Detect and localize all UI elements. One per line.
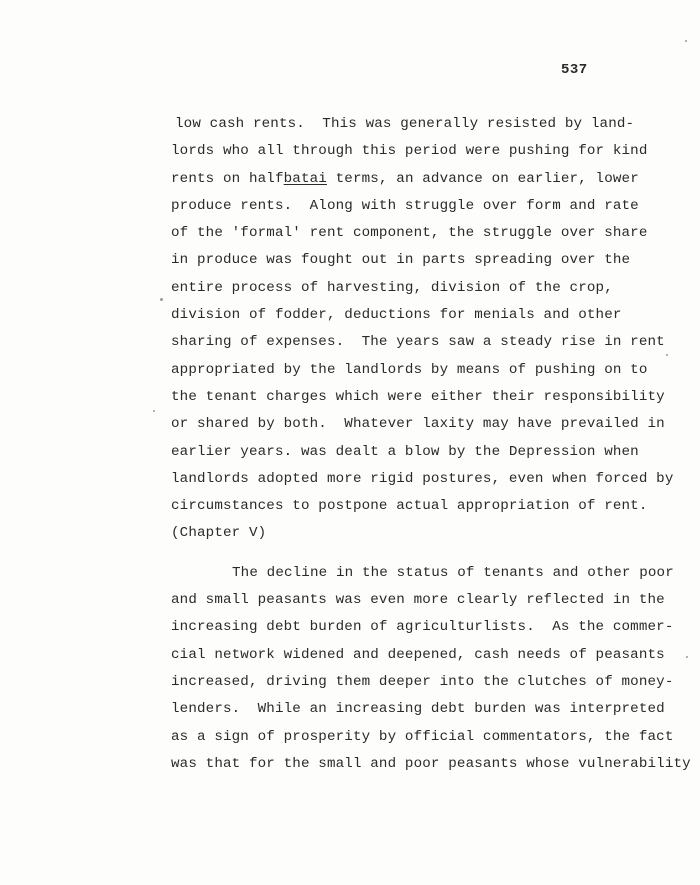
paragraph-1 bbox=[171, 111, 676, 548]
text-line: of the 'formal' rent component, the struggle over share bbox=[171, 225, 648, 242]
text-line: cial network widened and deepened, cash needs of peasants bbox=[171, 646, 665, 663]
text-line: and small peasants was even more clearly reflected in the bbox=[171, 592, 665, 609]
text-line: increased, driving them deeper into the clutches of money- bbox=[171, 673, 674, 690]
paragraph-2 bbox=[171, 560, 691, 778]
text-line: was that for the small and poor peasants whose vulnerability bbox=[171, 755, 691, 772]
text-line: the tenant charges which were either their responsibility bbox=[171, 388, 665, 405]
scan-speck bbox=[685, 40, 687, 42]
text-line: low cash rents. This was generally resisted by land- bbox=[175, 116, 635, 132]
text-line: division of fodder, deductions for menials and other bbox=[171, 307, 622, 324]
text-line: earlier years. was dealt a blow by the Depression when bbox=[171, 443, 639, 460]
text-line: circumstances to postpone actual appropriation of rent. bbox=[171, 498, 648, 515]
text-line: (Chapter V) bbox=[171, 525, 267, 542]
text-line: lenders. While an increasing debt burden was interpreted bbox=[171, 701, 665, 718]
text-line: entire process of harvesting, division of the crop, bbox=[171, 279, 613, 296]
text-line: in produce was fought out in parts spreading over the bbox=[171, 252, 631, 269]
scan-speck bbox=[666, 354, 668, 356]
text-segment: rents on half bbox=[171, 170, 284, 187]
text-line: The decline in the status of tenants and other poor bbox=[232, 564, 674, 581]
text-line: lords who all through this period were pushing for kind bbox=[171, 143, 648, 160]
text-line: increasing debt burden of agriculturlists. As the commer- bbox=[171, 619, 674, 636]
text-line: landlords adopted more rigid postures, even when forced by bbox=[171, 470, 674, 487]
text-line: sharing of expenses. The years saw a steady rise in rent bbox=[171, 334, 665, 351]
body-text bbox=[171, 111, 691, 778]
scan-speck bbox=[160, 298, 163, 301]
text-line bbox=[171, 166, 676, 193]
paragraph-gap bbox=[171, 548, 676, 560]
page-number: 537 bbox=[561, 62, 588, 78]
text-line: as a sign of prosperity by official commentators, the fact bbox=[171, 728, 674, 745]
text-segment: terms, an advance on earlier, lower bbox=[326, 170, 639, 187]
text-line: or shared by both. Whatever laxity may have prevailed in bbox=[171, 416, 665, 433]
underlined-term: batai bbox=[283, 170, 327, 187]
text-line: appropriated by the landlords by means of pushing on to bbox=[171, 361, 648, 378]
scan-speck bbox=[686, 656, 688, 658]
text-line: produce rents. Along with struggle over form and rate bbox=[171, 197, 639, 214]
scan-speck bbox=[153, 410, 155, 412]
